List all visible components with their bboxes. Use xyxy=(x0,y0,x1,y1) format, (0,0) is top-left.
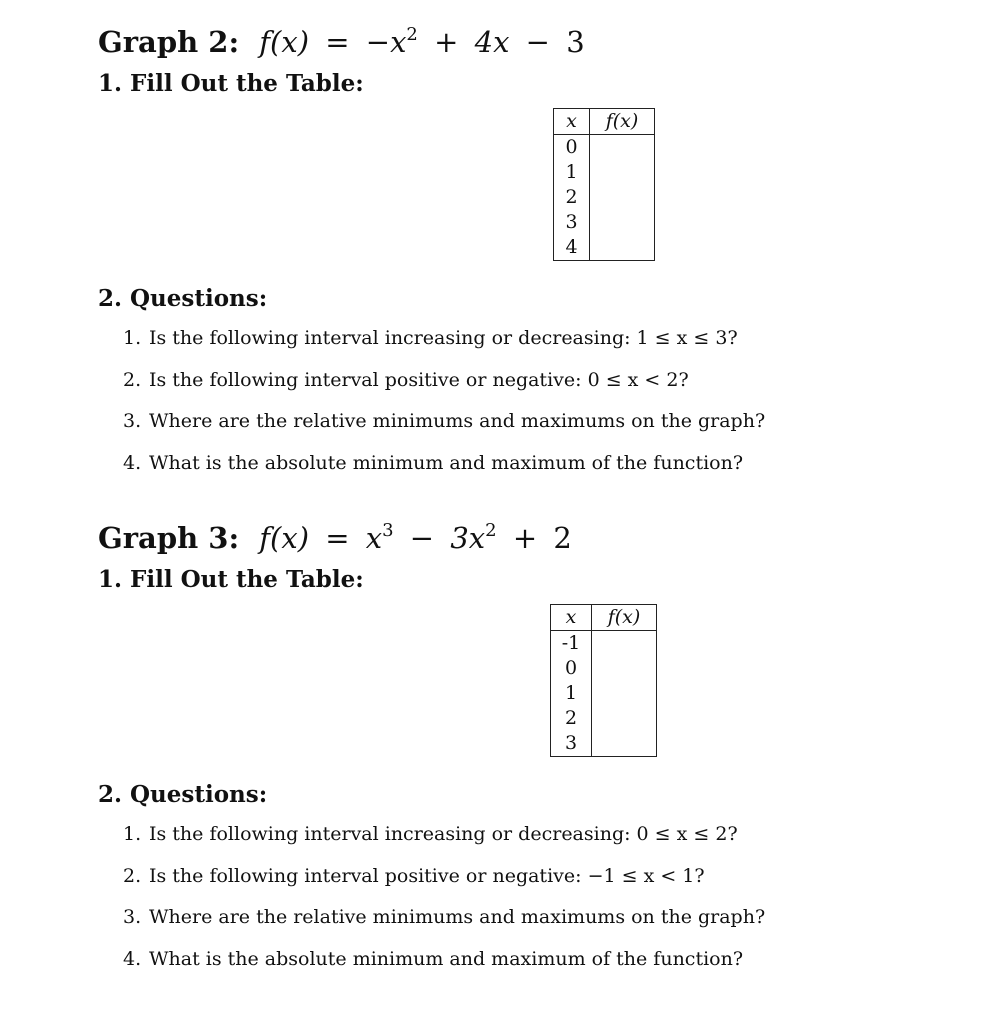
table-header-x: x xyxy=(554,109,590,135)
question-text: Is the following interval positive or negative: −1 ≤ x < 1? xyxy=(149,864,705,887)
list-item: 2. Is the following interval positive or negative: 0 ≤ x < 2? xyxy=(123,368,689,391)
list-item: 4. What is the absolute minimum and maximum of the function? xyxy=(123,451,744,474)
fx-blank-cell[interactable] xyxy=(592,656,657,681)
list-item: 1. Is the following interval increasing or decreasing: 1 ≤ x ≤ 3? xyxy=(123,327,738,349)
table-row xyxy=(554,235,655,261)
graph-3-equation: $f(x) = x^3 - 3x^2 + 2$ xyxy=(259,520,572,555)
question-text: Where are the relative minimums and maximums on the graph? xyxy=(149,410,766,432)
graph-2-question-list xyxy=(123,327,765,493)
graph-3-heading xyxy=(98,510,958,555)
x-value-cell: 1 xyxy=(554,160,590,185)
graph-2-title: Graph 2: xyxy=(98,25,240,59)
fx-blank-cell[interactable] xyxy=(590,235,655,261)
list-item: 2. Is the following interval positive or negative: −1 ≤ x < 1? xyxy=(123,864,705,887)
graph-3-table-title: 1. Fill Out the Table: xyxy=(98,566,364,593)
question-text: Is the following interval increasing or decreasing: 0 ≤ x ≤ 2? xyxy=(149,823,738,845)
table-header-fx: f(x) xyxy=(590,109,655,135)
list-item: 3. Where are the relative minimums and maximums on the graph? xyxy=(123,906,766,928)
x-value-cell: 4 xyxy=(554,235,590,261)
question-text: Is the following interval increasing or decreasing: 1 ≤ x ≤ 3? xyxy=(149,327,738,349)
graph-3-title: Graph 3: xyxy=(98,521,240,555)
fx-blank-cell[interactable] xyxy=(590,160,655,185)
graph-3-questions-title: 2. Questions: xyxy=(98,781,268,808)
x-value-cell: 0 xyxy=(554,135,590,161)
table-row xyxy=(551,656,657,681)
question-text: Where are the relative minimums and maximums on the graph? xyxy=(149,906,766,928)
graph-2-questions-title: 2. Questions: xyxy=(98,285,268,312)
table-row xyxy=(551,631,657,657)
table-row xyxy=(554,135,655,161)
graph-2-table-title: 1. Fill Out the Table: xyxy=(98,70,364,97)
fx-blank-cell[interactable] xyxy=(592,731,657,757)
x-value-cell: 1 xyxy=(551,681,592,706)
fx-blank-cell[interactable] xyxy=(590,210,655,235)
graph-3-section xyxy=(98,510,958,970)
question-text: What is the absolute minimum and maximum of the function? xyxy=(149,947,744,970)
question-text: What is the absolute minimum and maximum of the function? xyxy=(149,451,744,474)
x-value-cell: 2 xyxy=(551,706,592,731)
table-row xyxy=(554,185,655,210)
x-value-cell: 2 xyxy=(554,185,590,210)
graph-3-value-table xyxy=(550,604,657,757)
graph-2-equation: $f(x) = -x^2 + 4x - 3$ xyxy=(259,24,585,59)
table-row xyxy=(551,731,657,757)
x-value-cell: -1 xyxy=(551,631,592,657)
table-row xyxy=(554,210,655,235)
table-row xyxy=(554,160,655,185)
fx-blank-cell[interactable] xyxy=(592,631,657,657)
list-item: 4. What is the absolute minimum and maximum of the function? xyxy=(123,947,744,970)
table-header-fx: f(x) xyxy=(592,605,657,631)
list-item: 1. Is the following interval increasing or decreasing: 0 ≤ x ≤ 2? xyxy=(123,823,738,845)
fx-blank-cell[interactable] xyxy=(590,185,655,210)
x-value-cell: 3 xyxy=(554,210,590,235)
fx-blank-cell[interactable] xyxy=(590,135,655,161)
x-value-cell: 0 xyxy=(551,656,592,681)
graph-2-heading xyxy=(98,14,958,59)
fx-blank-cell[interactable] xyxy=(592,706,657,731)
x-value-cell: 3 xyxy=(551,731,592,757)
table-header-x: x xyxy=(551,605,592,631)
table-row xyxy=(551,681,657,706)
fx-blank-cell[interactable] xyxy=(592,681,657,706)
list-item: 3. Where are the relative minimums and maximums on the graph? xyxy=(123,410,766,432)
graph-2-value-table xyxy=(553,108,655,261)
graph-2-section xyxy=(98,14,958,474)
graph-3-question-list xyxy=(123,823,765,989)
question-text: Is the following interval positive or negative: 0 ≤ x < 2? xyxy=(149,368,689,391)
table-row xyxy=(551,706,657,731)
